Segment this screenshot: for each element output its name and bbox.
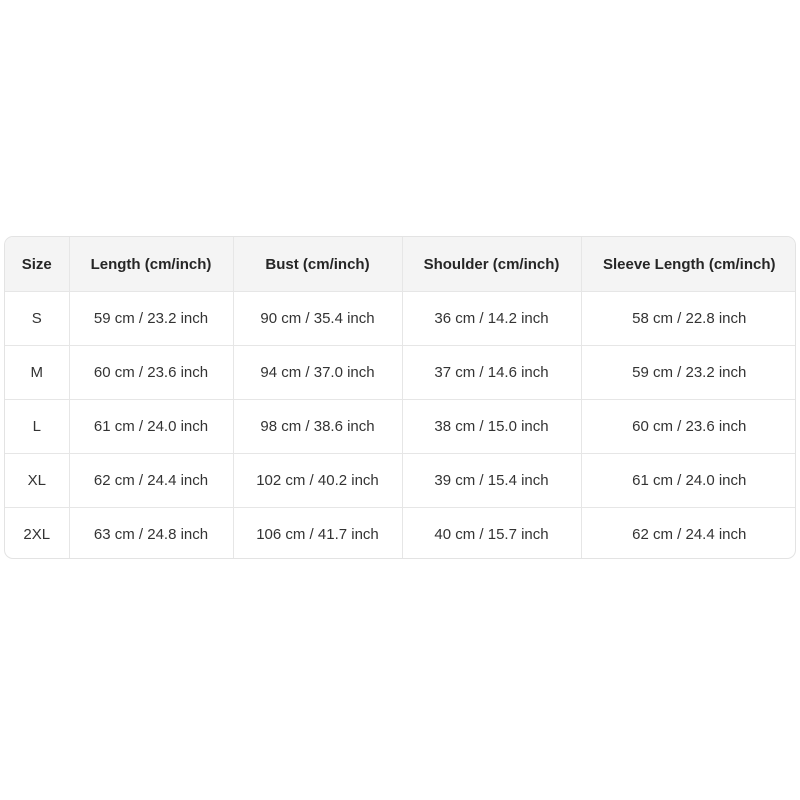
cell-bust: 90 cm / 35.4 inch (233, 292, 402, 346)
size-chart-table (5, 237, 796, 559)
cell-size: L (5, 400, 69, 454)
header-length: Length (cm/inch) (69, 237, 233, 292)
table-row (5, 400, 796, 454)
cell-sleeve-length: 62 cm / 24.4 inch (632, 526, 747, 543)
table-row (5, 508, 796, 560)
cell-sleeve-length: 58 cm / 22.8 inch (581, 292, 796, 346)
cell-size: M (5, 346, 69, 400)
cell-size: 2XL (5, 508, 69, 560)
header-sleeve-length: Sleeve Length (cm/inch) (581, 237, 796, 292)
cell-bust: 94 cm / 37.0 inch (233, 346, 402, 400)
size-chart-table-container (4, 236, 796, 559)
cell-length: 60 cm / 23.6 inch (69, 346, 233, 400)
header-shoulder: Shoulder (cm/inch) (402, 237, 581, 292)
cell-bust: 102 cm / 40.2 inch (233, 454, 402, 508)
cell-bust: 106 cm / 41.7 inch (233, 508, 402, 560)
cell-length: 59 cm / 23.2 inch (69, 292, 233, 346)
cell-bust: 98 cm / 38.6 inch (233, 400, 402, 454)
cell-length: 61 cm / 24.0 inch (69, 400, 233, 454)
cell-shoulder: 39 cm / 15.4 inch (402, 454, 581, 508)
cell-size: S (5, 292, 69, 346)
header-bust: Bust (cm/inch) (233, 237, 402, 292)
cell-shoulder: 36 cm / 14.2 inch (402, 292, 581, 346)
table-row (5, 346, 796, 400)
cell-size: XL (5, 454, 69, 508)
cell-length: 63 cm / 24.8 inch (69, 508, 233, 560)
header-row (5, 237, 796, 292)
cell-shoulder: 38 cm / 15.0 inch (402, 400, 581, 454)
table-row (5, 292, 796, 346)
table-header (5, 237, 796, 292)
cell-shoulder: 40 cm / 15.7 inch (402, 508, 581, 560)
cell-sleeve-length: 59 cm / 23.2 inch (581, 346, 796, 400)
cell-shoulder: 37 cm / 14.6 inch (402, 346, 581, 400)
cell-sleeve-length: 60 cm / 23.6 inch (581, 400, 796, 454)
table-body (5, 292, 796, 560)
table-row (5, 454, 796, 508)
cell-sleeve-length: 61 cm / 24.0 inch (581, 454, 796, 508)
cell-length: 62 cm / 24.4 inch (69, 454, 233, 508)
header-size: Size (5, 237, 69, 292)
